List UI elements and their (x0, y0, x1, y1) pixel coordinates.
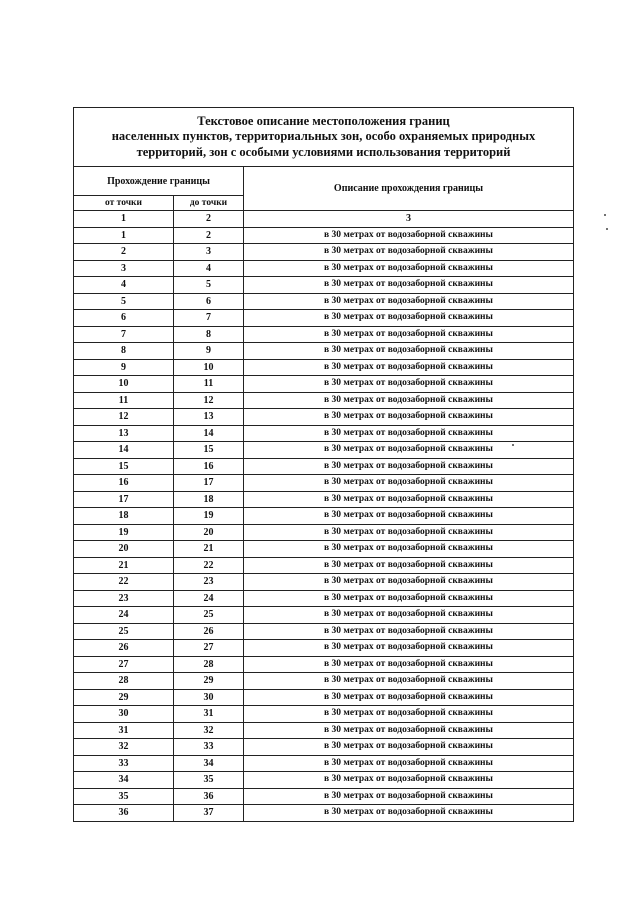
cell-to-point: 23 (174, 574, 244, 591)
table-row (74, 359, 574, 376)
table-row (74, 326, 574, 343)
cell-from-point: 5 (74, 293, 174, 310)
cell-from-point: 13 (74, 425, 174, 442)
cell-from-point: 26 (74, 640, 174, 657)
cell-from-point: 11 (74, 392, 174, 409)
cell-from-point: 24 (74, 607, 174, 624)
table-row (74, 310, 574, 327)
table-row (74, 706, 574, 723)
cell-from-point: 3 (74, 260, 174, 277)
cell-description: в 30 метрах от водозаборной скважины (244, 689, 574, 706)
cell-description: в 30 метрах от водозаборной скважины (244, 557, 574, 574)
table-row (74, 343, 574, 360)
cell-to-point: 31 (174, 706, 244, 723)
cell-from-point: 6 (74, 310, 174, 327)
column-number-1: 1 (74, 211, 174, 228)
cell-from-point: 23 (74, 590, 174, 607)
cell-to-point: 18 (174, 491, 244, 508)
table-row (74, 475, 574, 492)
cell-to-point: 2 (174, 227, 244, 244)
cell-description: в 30 метрах от водозаборной скважины (244, 508, 574, 525)
cell-description: в 30 метрах от водозаборной скважины (244, 656, 574, 673)
table-row (74, 392, 574, 409)
cell-description: в 30 метрах от водозаборной скважины (244, 458, 574, 475)
cell-from-point: 12 (74, 409, 174, 426)
cell-from-point: 27 (74, 656, 174, 673)
cell-description: в 30 метрах от водозаборной скважины (244, 590, 574, 607)
cell-to-point: 28 (174, 656, 244, 673)
cell-description: в 30 метрах от водозаборной скважины (244, 673, 574, 690)
cell-from-point: 18 (74, 508, 174, 525)
cell-description: в 30 метрах от водозаборной скважины (244, 541, 574, 558)
cell-description: в 30 метрах от водозаборной скважины (244, 739, 574, 756)
cell-to-point: 26 (174, 623, 244, 640)
table-row (74, 590, 574, 607)
title-line-2: населенных пунктов, территориальных зон, особо охраняемых природных (111, 129, 536, 144)
table-row (74, 656, 574, 673)
scan-speck (606, 228, 608, 230)
table-row (74, 788, 574, 805)
cell-from-point: 35 (74, 788, 174, 805)
cell-to-point: 9 (174, 343, 244, 360)
cell-description: в 30 метрах от водозаборной скважины (244, 244, 574, 261)
cell-from-point: 30 (74, 706, 174, 723)
table-row (74, 293, 574, 310)
table-row (74, 442, 574, 459)
header-description: Описание прохождения границы (244, 167, 574, 211)
cell-description: в 30 метрах от водозаборной скважины (244, 227, 574, 244)
cell-from-point: 4 (74, 277, 174, 294)
cell-from-point: 34 (74, 772, 174, 789)
table-row (74, 425, 574, 442)
cell-to-point: 24 (174, 590, 244, 607)
table-row (74, 409, 574, 426)
title-line-1: Текстовое описание местоположения границ (197, 113, 450, 128)
cell-from-point: 33 (74, 755, 174, 772)
cell-description: в 30 метрах от водозаборной скважины (244, 574, 574, 591)
cell-from-point: 1 (74, 227, 174, 244)
table-row (74, 524, 574, 541)
title-line-3: территорий, зон с особыми условиями использования территорий (136, 144, 511, 159)
cell-to-point: 6 (174, 293, 244, 310)
table-row (74, 376, 574, 393)
cell-description: в 30 метрах от водозаборной скважины (244, 442, 574, 459)
cell-from-point: 22 (74, 574, 174, 591)
cell-from-point: 25 (74, 623, 174, 640)
cell-to-point: 10 (174, 359, 244, 376)
cell-description: в 30 метрах от водозаборной скважины (244, 607, 574, 624)
cell-to-point: 11 (174, 376, 244, 393)
cell-description: в 30 метрах от водозаборной скважины (244, 277, 574, 294)
cell-description: в 30 метрах от водозаборной скважины (244, 491, 574, 508)
cell-to-point: 25 (174, 607, 244, 624)
cell-to-point: 20 (174, 524, 244, 541)
cell-from-point: 21 (74, 557, 174, 574)
scan-speck (512, 444, 514, 446)
cell-description: в 30 метрах от водозаборной скважины (244, 755, 574, 772)
cell-description: в 30 метрах от водозаборной скважины (244, 293, 574, 310)
cell-description: в 30 метрах от водозаборной скважины (244, 392, 574, 409)
cell-description: в 30 метрах от водозаборной скважины (244, 359, 574, 376)
cell-to-point: 4 (174, 260, 244, 277)
cell-description: в 30 метрах от водозаборной скважины (244, 706, 574, 723)
table-row (74, 623, 574, 640)
header-boundary-passage: Прохождение границы (74, 167, 244, 196)
cell-to-point: 35 (174, 772, 244, 789)
cell-description: в 30 метрах от водозаборной скважины (244, 623, 574, 640)
cell-description: в 30 метрах от водозаборной скважины (244, 343, 574, 360)
table-row (74, 491, 574, 508)
cell-description: в 30 метрах от водозаборной скважины (244, 425, 574, 442)
cell-description: в 30 метрах от водозаборной скважины (244, 772, 574, 789)
table-row (74, 607, 574, 624)
cell-to-point: 22 (174, 557, 244, 574)
cell-from-point: 14 (74, 442, 174, 459)
cell-from-point: 20 (74, 541, 174, 558)
column-number-3: 3 (244, 211, 574, 228)
cell-description: в 30 метрах от водозаборной скважины (244, 310, 574, 327)
cell-from-point: 16 (74, 475, 174, 492)
table-body (74, 227, 574, 821)
cell-from-point: 17 (74, 491, 174, 508)
cell-description: в 30 метрах от водозаборной скважины (244, 805, 574, 822)
cell-to-point: 37 (174, 805, 244, 822)
cell-to-point: 17 (174, 475, 244, 492)
cell-description: в 30 метрах от водозаборной скважины (244, 326, 574, 343)
cell-from-point: 9 (74, 359, 174, 376)
table-row (74, 227, 574, 244)
table-row (74, 277, 574, 294)
cell-to-point: 16 (174, 458, 244, 475)
cell-to-point: 5 (174, 277, 244, 294)
table-row (74, 541, 574, 558)
cell-from-point: 29 (74, 689, 174, 706)
cell-to-point: 8 (174, 326, 244, 343)
cell-to-point: 30 (174, 689, 244, 706)
cell-from-point: 19 (74, 524, 174, 541)
table-row (74, 689, 574, 706)
cell-description: в 30 метрах от водозаборной скважины (244, 475, 574, 492)
header-from-point: от точки (74, 196, 174, 211)
column-number-row (74, 211, 574, 228)
cell-from-point: 15 (74, 458, 174, 475)
cell-from-point: 36 (74, 805, 174, 822)
cell-description: в 30 метрах от водозаборной скважины (244, 376, 574, 393)
cell-description: в 30 метрах от водозаборной скважины (244, 260, 574, 277)
table-row (74, 574, 574, 591)
table-row (74, 722, 574, 739)
cell-from-point: 7 (74, 326, 174, 343)
cell-from-point: 32 (74, 739, 174, 756)
table-row (74, 739, 574, 756)
header-to-point: до точки (174, 196, 244, 211)
table-row (74, 755, 574, 772)
cell-to-point: 3 (174, 244, 244, 261)
document-sheet (73, 107, 573, 822)
cell-to-point: 36 (174, 788, 244, 805)
cell-to-point: 19 (174, 508, 244, 525)
cell-to-point: 12 (174, 392, 244, 409)
column-number-2: 2 (174, 211, 244, 228)
table-row (74, 557, 574, 574)
cell-to-point: 29 (174, 673, 244, 690)
cell-from-point: 2 (74, 244, 174, 261)
table-title (74, 108, 574, 167)
cell-description: в 30 метрах от водозаборной скважины (244, 788, 574, 805)
cell-description: в 30 метрах от водозаборной скважины (244, 640, 574, 657)
cell-description: в 30 метрах от водозаборной скважины (244, 524, 574, 541)
table-row (74, 244, 574, 261)
cell-from-point: 31 (74, 722, 174, 739)
boundary-table (73, 107, 574, 822)
cell-to-point: 34 (174, 755, 244, 772)
cell-description: в 30 метрах от водозаборной скважины (244, 409, 574, 426)
cell-description: в 30 метрах от водозаборной скважины (244, 722, 574, 739)
cell-to-point: 33 (174, 739, 244, 756)
cell-to-point: 21 (174, 541, 244, 558)
cell-to-point: 14 (174, 425, 244, 442)
table-row (74, 260, 574, 277)
scan-speck (604, 214, 606, 216)
table-row (74, 673, 574, 690)
table-row (74, 458, 574, 475)
cell-from-point: 8 (74, 343, 174, 360)
table-row (74, 508, 574, 525)
table-row (74, 772, 574, 789)
table-row (74, 805, 574, 822)
cell-to-point: 32 (174, 722, 244, 739)
cell-to-point: 7 (174, 310, 244, 327)
cell-to-point: 13 (174, 409, 244, 426)
cell-from-point: 28 (74, 673, 174, 690)
cell-from-point: 10 (74, 376, 174, 393)
cell-to-point: 15 (174, 442, 244, 459)
cell-to-point: 27 (174, 640, 244, 657)
table-row (74, 640, 574, 657)
